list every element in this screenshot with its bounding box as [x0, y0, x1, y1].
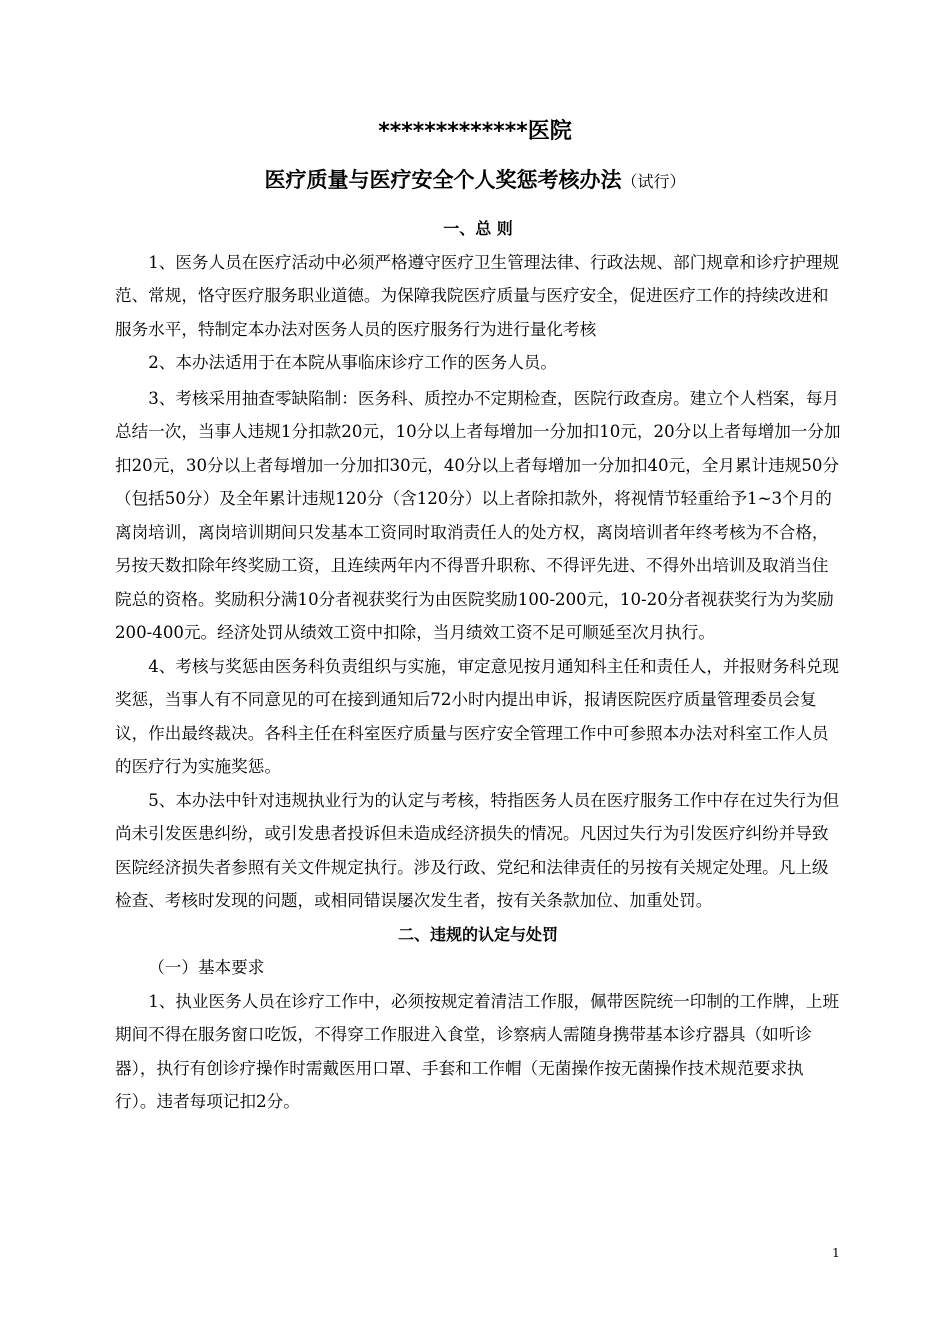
paragraph-5: 5、本办法中针对违规执业行为的认定与考核，特指医务人员在医疗服务工作中存在过失行为但尚未引发医患纠纷，或引发患者投诉但未造成经济损失的情况。凡因过失行为引发医疗纠纷并导致医院经济损失者参照有关文件规定执行。涉及行政、党纪和法律责任的另按有关规定处理。凡上级检查、考核时发现的问题，或相同错误屡次发生者，按有关条款加位、加重处罚。	[115, 790, 840, 910]
document-title-main	[0, 164, 950, 194]
paragraph-6: 1、执业医务人员在诊疗工作中，必须按规定着清洁工作服，佩带医院统一印制的工作牌，上班期间不得在服务窗口吃饭，不得穿工作服进入食堂，诊察病人需随身携带基本诊疗器具（如听诊器），执行有创诊疗操作时需戴医用口罩、手套和工作帽（无菌操作按无菌操作技术规范要求执行）。违者每项记扣2分。	[115, 991, 840, 1111]
subsection-heading-basic-requirements: （一）基本要求	[148, 958, 265, 977]
page-number: 1	[832, 1246, 840, 1260]
paragraph-4: 4、考核与奖惩由医务科负责组织与实施，审定意见按月通知科主任和责任人，并报财务科兑现奖惩，当事人有不同意见的可在接到通知后72小时内提出申诉，报请医院医疗质量管理委员会复议，作出最终裁决。各科主任在科室医疗质量与医疗安全管理工作中可参照本办法对科室工作人员的医疗行为实施奖惩。	[115, 656, 840, 776]
section-heading-general: 一、总 则	[443, 219, 513, 238]
section-heading-violations: 二、违规的认定与处罚	[397, 924, 558, 944]
paragraph-1: 1、医务人员在医疗活动中必须严格遵守医疗卫生管理法律、行政法规、部门规章和诊疗护理规范、常规，恪守医疗服务职业道德。为保障我院医疗质量与医疗安全，促进医疗工作的持续改进和服务水平，特制定本办法对医务人员的医疗服务行为进行量化考核	[115, 252, 840, 339]
document-title-hospital: *************医院	[378, 119, 572, 144]
document-title-trial-note: （试行）	[621, 172, 686, 191]
document-title-main-text: 医疗质量与医疗安全个人奖惩考核办法	[264, 168, 622, 192]
document-body	[115, 212, 841, 1119]
paragraph-2: 2、本办法适用于在本院从事临床诊疗工作的医务人员。	[148, 353, 557, 372]
paragraph-3: 3、考核采用抽查零缺陷制：医务科、质控办不定期检查，医院行政查房。建立个人档案，每月总结一次，当事人违规1分扣款20元，10分以上者每增加一分加扣10元，20分以上者每增加一分加扣20元，30分以上者每增加一分加扣30元，40分以上者每增加一分加扣40元，全月累计违规50分（包括50分）及全年累计违规120分（含120分）以上者除扣款外，将视情节轻重给予1~3个月的离岗培训，离岗培训期间只发基本工资同时取消责任人的处方权，离岗培训者年终考核为不合格，另按天数扣除年终奖励工资，且连续两年内不得晋升职称、不得评先进、不得外出培训及取消当住院总的资格。奖励积分满10分者视获奖行为由医院奖励100-200元，10-20分者视获奖行为为奖励200-400元。经济处罚从绩效工资中扣除，当月绩效工资不足可顺延至次月执行。	[115, 388, 841, 642]
